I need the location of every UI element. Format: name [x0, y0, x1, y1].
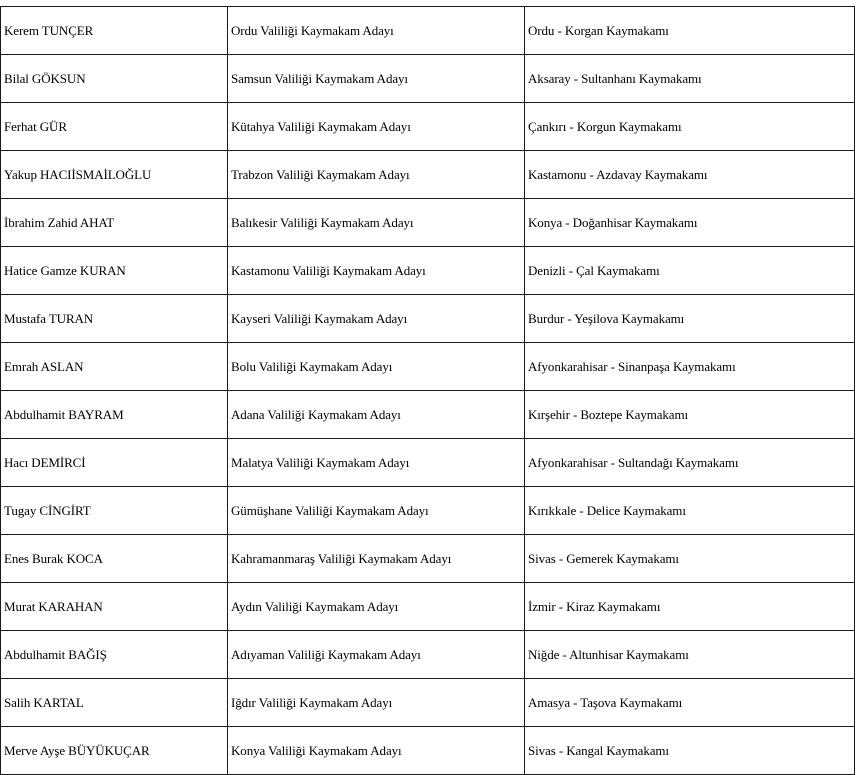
table-row	[1, 295, 855, 343]
table-row	[1, 151, 855, 199]
name-cell: Hacı DEMİRCİ	[1, 439, 228, 487]
name-cell: Abdulhamit BAĞIŞ	[1, 631, 228, 679]
table-row	[1, 247, 855, 295]
candidate-cell: Malatya Valiliği Kaymakam Adayı	[228, 439, 525, 487]
name-cell: Salih KARTAL	[1, 679, 228, 727]
table-row	[1, 343, 855, 391]
assignment-cell: Denizli - Çal Kaymakamı	[525, 247, 855, 295]
assignment-cell: Sivas - Gemerek Kaymakamı	[525, 535, 855, 583]
candidate-cell: Kütahya Valiliği Kaymakam Adayı	[228, 103, 525, 151]
name-cell: Merve Ayşe BÜYÜKUÇAR	[1, 727, 228, 775]
table-row	[1, 631, 855, 679]
assignment-cell: Çankırı - Korgun Kaymakamı	[525, 103, 855, 151]
table-row	[1, 487, 855, 535]
assignment-cell: Afyonkarahisar - Sinanpaşa Kaymakamı	[525, 343, 855, 391]
assignment-cell: Sivas - Kangal Kaymakamı	[525, 727, 855, 775]
candidate-cell: Bolu Valiliği Kaymakam Adayı	[228, 343, 525, 391]
name-cell: Hatice Gamze KURAN	[1, 247, 228, 295]
assignment-cell: Amasya - Taşova Kaymakamı	[525, 679, 855, 727]
name-cell: Ferhat GÜR	[1, 103, 228, 151]
name-cell: Mustafa TURAN	[1, 295, 228, 343]
candidate-cell: Kahramanmaraş Valiliği Kaymakam Adayı	[228, 535, 525, 583]
assignment-cell: Kırıkkale - Delice Kaymakamı	[525, 487, 855, 535]
candidate-cell: Kayseri Valiliği Kaymakam Adayı	[228, 295, 525, 343]
appointments-table	[0, 6, 855, 775]
table-row	[1, 55, 855, 103]
name-cell: İbrahim Zahid AHAT	[1, 199, 228, 247]
assignment-cell: İzmir - Kiraz Kaymakamı	[525, 583, 855, 631]
assignment-cell: Afyonkarahisar - Sultandağı Kaymakamı	[525, 439, 855, 487]
candidate-cell: Konya Valiliği Kaymakam Adayı	[228, 727, 525, 775]
assignment-cell: Kastamonu - Azdavay Kaymakamı	[525, 151, 855, 199]
assignment-cell: Burdur - Yeşilova Kaymakamı	[525, 295, 855, 343]
name-cell: Murat KARAHAN	[1, 583, 228, 631]
name-cell: Bilal GÖKSUN	[1, 55, 228, 103]
table-row	[1, 679, 855, 727]
table-row	[1, 583, 855, 631]
name-cell: Abdulhamit BAYRAM	[1, 391, 228, 439]
assignment-cell: Kırşehir - Boztepe Kaymakamı	[525, 391, 855, 439]
table-row	[1, 199, 855, 247]
candidate-cell: Samsun Valiliği Kaymakam Adayı	[228, 55, 525, 103]
candidate-cell: Balıkesir Valiliği Kaymakam Adayı	[228, 199, 525, 247]
name-cell: Enes Burak KOCA	[1, 535, 228, 583]
assignment-cell: Aksaray - Sultanhanı Kaymakamı	[525, 55, 855, 103]
table-row	[1, 7, 855, 55]
table-row	[1, 727, 855, 775]
table-row	[1, 391, 855, 439]
candidate-cell: Adana Valiliği Kaymakam Adayı	[228, 391, 525, 439]
candidate-cell: Ordu Valiliği Kaymakam Adayı	[228, 7, 525, 55]
candidate-cell: Iğdır Valiliği Kaymakam Adayı	[228, 679, 525, 727]
candidate-cell: Aydın Valiliği Kaymakam Adayı	[228, 583, 525, 631]
table-body	[1, 7, 855, 775]
assignment-cell: Konya - Doğanhisar Kaymakamı	[525, 199, 855, 247]
name-cell: Emrah ASLAN	[1, 343, 228, 391]
candidate-cell: Gümüşhane Valiliği Kaymakam Adayı	[228, 487, 525, 535]
name-cell: Tugay CİNGİRT	[1, 487, 228, 535]
table-row	[1, 439, 855, 487]
table-row	[1, 535, 855, 583]
candidate-cell: Trabzon Valiliği Kaymakam Adayı	[228, 151, 525, 199]
candidate-cell: Kastamonu Valiliği Kaymakam Adayı	[228, 247, 525, 295]
assignment-cell: Niğde - Altunhisar Kaymakamı	[525, 631, 855, 679]
name-cell: Kerem TUNÇER	[1, 7, 228, 55]
assignment-cell: Ordu - Korgan Kaymakamı	[525, 7, 855, 55]
name-cell: Yakup HACIİSMAİLOĞLU	[1, 151, 228, 199]
table-row	[1, 103, 855, 151]
candidate-cell: Adıyaman Valiliği Kaymakam Adayı	[228, 631, 525, 679]
